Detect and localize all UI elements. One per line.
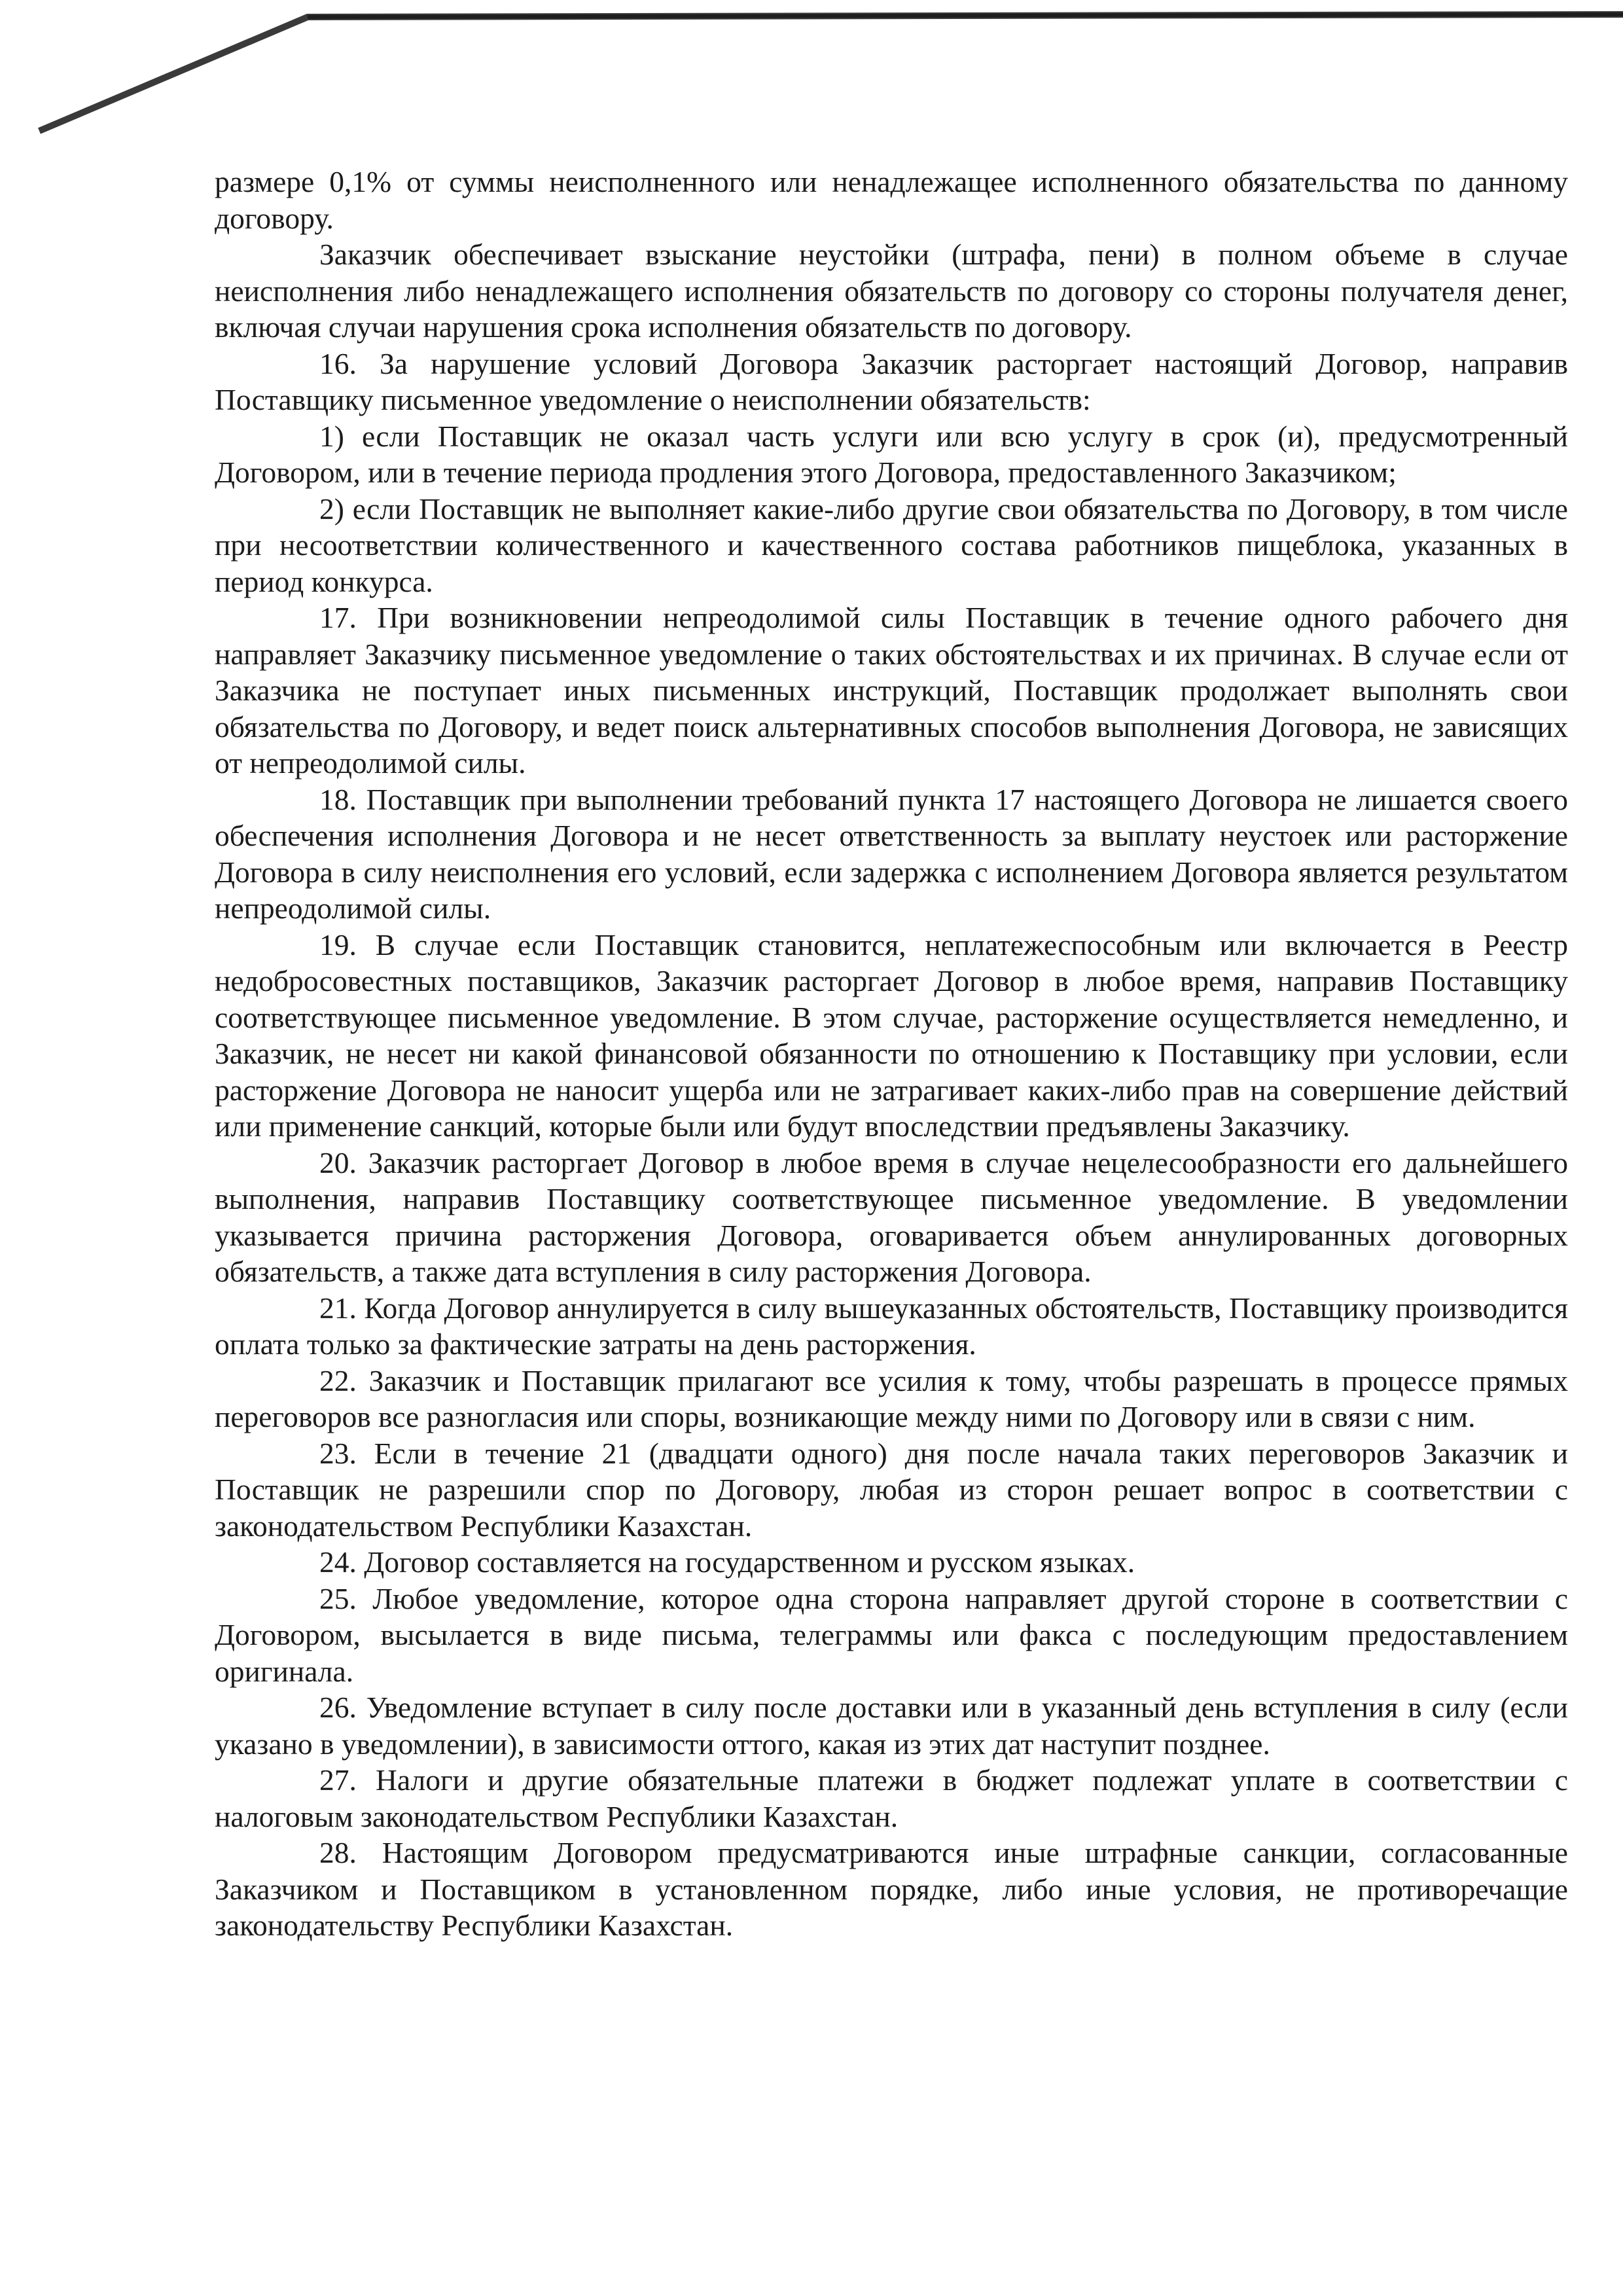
document-body [215,164,1568,1944]
paragraph-16-item-1: 1) если Поставщик не оказал часть услуги или всю услугу в срок (и), предусмотренный Договором, или в течение периода продления этого Договора, предоставленного Заказчиком; [215,419,1568,489]
paragraph-16-item-2: 2) если Поставщик не выполняет какие-либо другие свои обязательства по Договору, в том числе при несоответствии количественного и качественного состава работников пищеблока, указанных в период конкурса. [215,492,1568,598]
paragraph-penalty-collection: Заказчик обеспечивает взыскание неустойки (штрафа, пени) в полном объеме в случае неисполнения либо ненадлежащего исполнения обязательств по договору со стороны получателя денег, включая случаи нарушения срока исполнения обязательств по договору. [215,238,1568,344]
paragraph-16: 16. За нарушение условий Договора Заказчик расторгает настоящий Договор, направив Поставщику письменное уведомление о неисполнении обязательств: [215,346,1568,416]
paragraph-20: 20. Заказчик расторгает Договор в любое время в случае нецелесообразности его дальнейшего выполнения, направив Поставщику соответствующее письменное уведомление. В уведомлении указывается причина расторжения Договора, оговаривается объем аннулированных договорных обязательств, а также дата вступления в силу расторжения Договора. [215,1145,1568,1288]
paragraph-26: 26. Уведомление вступает в силу после доставки или в указанный день вступления в силу (если указано в уведомлении), в зависимости оттого, какая из этих дат наступит позднее. [215,1691,1568,1761]
paragraph-19: 19. В случае если Поставщик становится, неплатежеспособным или включается в Реестр недобросовестных поставщиков, Заказчик расторгает Договор в любое время, направив Поставщику соответствующее письменное уведомление. В этом случае, расторжение осуществляется немедленно, и Заказчик, не несет ни какой финансовой обязанности по отношению к Поставщику при условии, если расторжение Договора не наносит ущерба или не затрагивает каких-либо прав на совершение действий или применение санкций, которые были или будут впоследствии предъявлены Заказчику. [215,927,1568,1143]
paragraph-17: 17. При возникновении непреодолимой силы Поставщик в течение одного рабочего дня направляет Заказчику письменное уведомление о таких обстоятельствах и их причинах. В случае если от Заказчика не поступает иных письменных инструкций, Поставщик продолжает выполнять свои обязательства по Договору, и ведет поиск альтернативных способов выполнения Договора, не зависящих от непреодолимой силы. [215,601,1568,780]
paragraph-continuation: размере 0,1% от суммы неисполненного или ненадлежащее исполненного обязательства по данному договору. [215,165,1568,235]
paragraph-18: 18. Поставщик при выполнении требований пункта 17 настоящего Договора не лишается своего обеспечения исполнения Договора и не несет ответственность за выплату неустоек или расторжение Договора в силу неисполнения его условий, если задержка с исполнением Договора является результатом непреодолимой силы. [215,782,1568,925]
paragraph-27: 27. Налоги и другие обязательные платежи в бюджет подлежат уплате в соответствии с налоговым законодательством Республики Казахстан. [215,1763,1568,1833]
paragraph-24: 24. Договор составляется на государственном и русском языках. [319,1545,1135,1579]
paragraph-21: 21. Когда Договор аннулируется в силу вышеуказанных обстоятельств, Поставщику производится оплата только за фактические затраты на день расторжения. [215,1291,1568,1361]
paragraph-28: 28. Настоящим Договором предусматриваются иные штрафные санкции, согласованные Заказчиком и Поставщиком в установленном порядке, либо иные условия, не противоречащие законодательству Республики Казахстан. [215,1836,1568,1942]
paragraph-23: 23. Если в течение 21 (двадцати одного) дня после начала таких переговоров Заказчик и Поставщик не разрешили спор по Договору, любая из сторон решает вопрос в соответствии с законодательством Республики Казахстан. [215,1436,1568,1543]
paragraph-22: 22. Заказчик и Поставщик прилагают все усилия к тому, чтобы разрешать в процессе прямых переговоров все разногласия или споры, возникающие между ними по Договору или в связи с ним. [215,1363,1568,1433]
paragraph-25: 25. Любое уведомление, которое одна сторона направляет другой стороне в соответствии с Договором, высылается в виде письма, телеграммы или факса с последующим предоставлением оригинала. [215,1581,1568,1688]
